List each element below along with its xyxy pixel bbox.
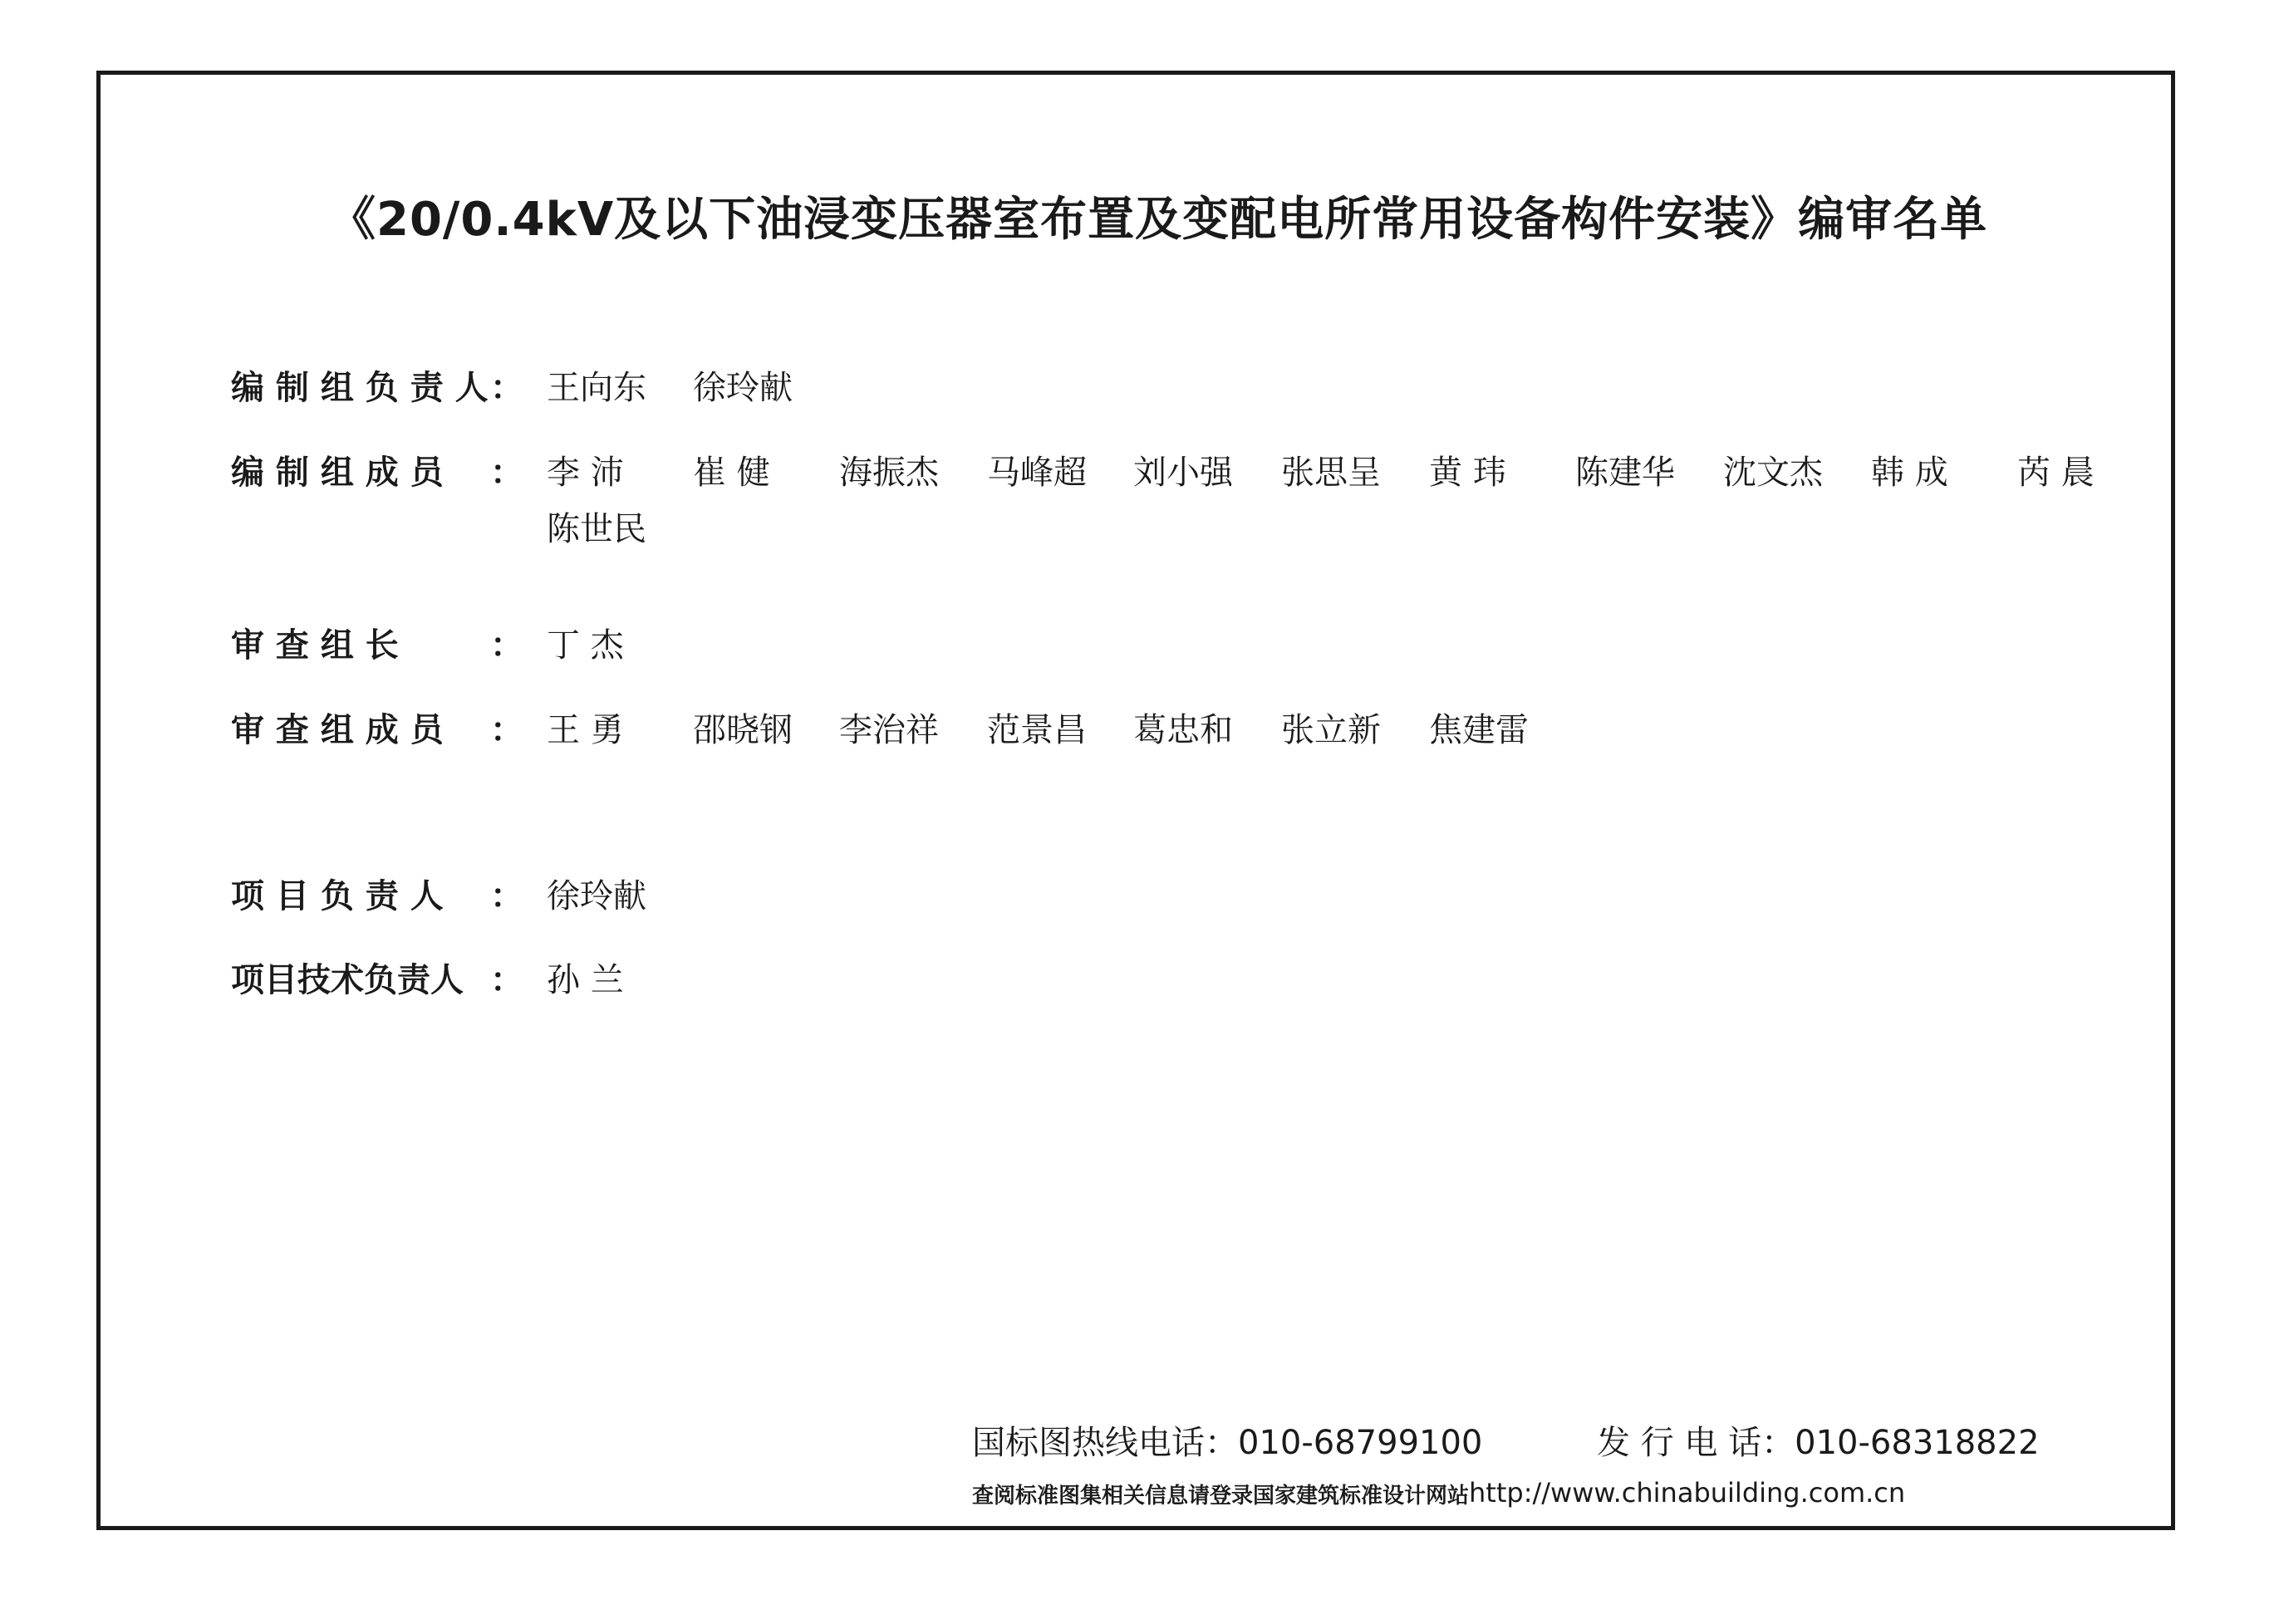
website-link[interactable]: http://www.chinabuilding.com.cn xyxy=(1469,1477,1906,1509)
person-name: 沈文杰 xyxy=(1723,454,1823,492)
person-name: 张立新 xyxy=(1281,711,1381,749)
tech-leader-label: 项目技术负责人 xyxy=(231,961,464,999)
editor-members-label: 编 制 组 成 员 xyxy=(231,454,444,492)
hotline-phone: 国标图热线电话：010-68799100 xyxy=(972,1424,1483,1462)
distribution-phone: 发 行 电 话：010-68318822 xyxy=(1597,1424,2040,1462)
person-name: 李 沛 xyxy=(547,454,624,492)
person-name: 马峰超 xyxy=(987,454,1087,492)
person-name: 韩 成 xyxy=(1871,454,1948,492)
website-note: 查阅标准图集相关信息请登录国家建筑标准设计网站 xyxy=(972,1484,1470,1509)
person-name: 张思呈 xyxy=(1281,454,1381,492)
person-name: 孙 兰 xyxy=(547,961,624,999)
editor-leaders-colon: ： xyxy=(490,369,523,407)
review-members-label: 审 查 组 成 员 xyxy=(231,711,444,749)
person-name: 海振杰 xyxy=(839,454,939,492)
project-leader-label: 项 目 负 责 人 xyxy=(231,877,444,915)
person-name: 王向东 xyxy=(547,369,646,407)
person-name: 陈建华 xyxy=(1575,454,1675,492)
person-name: 刘小强 xyxy=(1133,454,1233,492)
project-leader-colon: ： xyxy=(490,877,523,915)
person-name: 焦建雷 xyxy=(1429,711,1529,749)
editor-members-colon: ： xyxy=(490,454,523,492)
person-name: 王 勇 xyxy=(547,711,624,749)
person-name: 丁 杰 xyxy=(547,626,624,665)
review-leader-colon: ： xyxy=(490,626,523,665)
review-members-colon: ： xyxy=(490,711,523,749)
person-name: 葛忠和 xyxy=(1133,711,1233,749)
review-leader-label: 审 查 组 长 xyxy=(231,626,399,665)
person-name: 徐玲献 xyxy=(547,877,646,915)
person-name: 陈世民 xyxy=(547,510,646,548)
editor-leaders-label: 编 制 组 负 责 人 xyxy=(231,369,489,407)
person-name: 崔 健 xyxy=(693,454,770,492)
person-name: 李治祥 xyxy=(839,711,939,749)
person-name: 黄 玮 xyxy=(1429,454,1506,492)
document-border xyxy=(96,71,2175,1530)
person-name: 芮 晨 xyxy=(2017,454,2095,492)
person-name: 范景昌 xyxy=(987,711,1087,749)
person-name: 徐玲献 xyxy=(693,369,793,407)
person-name: 邵晓钢 xyxy=(693,711,793,749)
page-title: 《20/0.4kV及以下油浸变压器室布置及变配电所常用设备构件安装》编审名单 xyxy=(329,193,1988,247)
tech-leader-colon: ： xyxy=(490,961,523,999)
